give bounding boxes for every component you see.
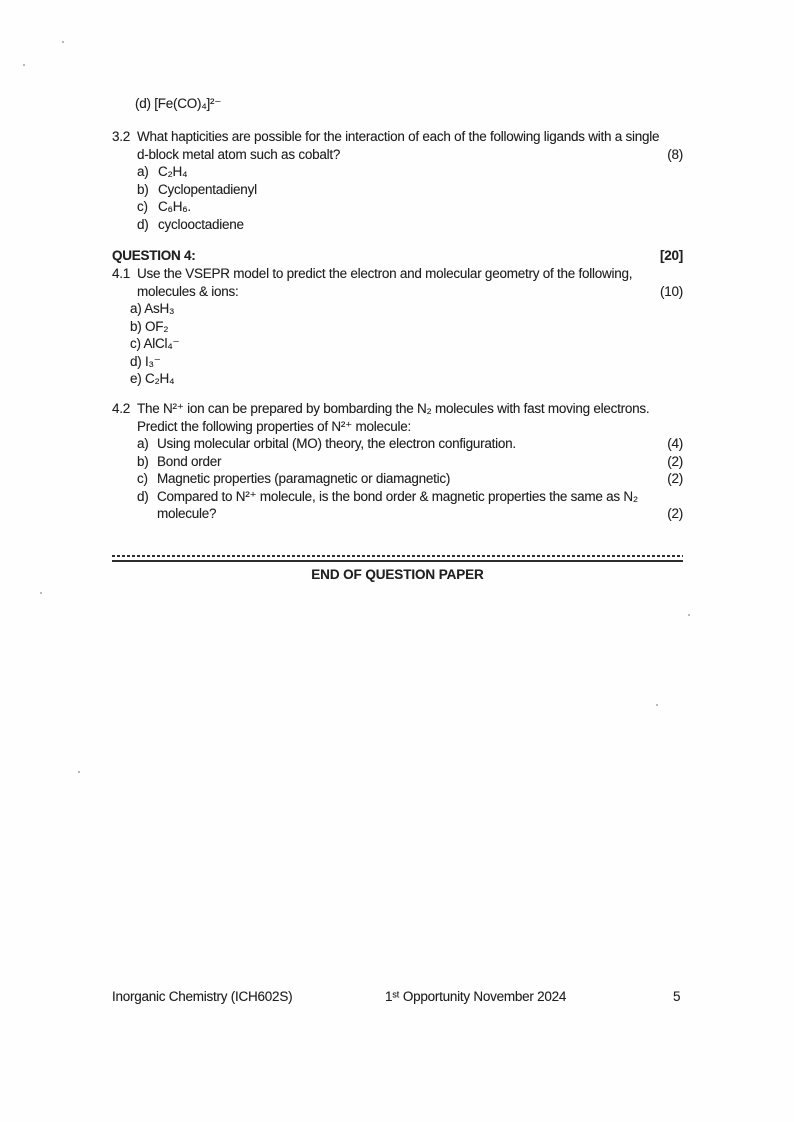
item-text: a) Using molecular orbital (MO) theory, the electron configuration. [137, 436, 516, 451]
list-item: c) AlCl₄⁻ [130, 336, 180, 351]
marks-badge: (2) [667, 453, 683, 469]
list-item-continuation [157, 505, 683, 523]
list-item: d) I₃⁻ [130, 353, 161, 369]
item-text: molecule? [157, 506, 217, 521]
item-text: cyclooctadiene [158, 216, 244, 232]
item-letter: d) [137, 216, 149, 232]
question-3-2-line2 [137, 146, 683, 164]
item-letter: d) [137, 488, 149, 504]
end-of-paper-label: END OF QUESTION PAPER [311, 567, 484, 582]
list-item [137, 470, 683, 488]
item-text: c) Magnetic properties (paramagnetic or diamagnetic) [137, 471, 451, 486]
question-text: Use the VSEPR model to predict the electron and molecular geometry of the following, [137, 266, 633, 281]
item-letter: a) [137, 164, 149, 179]
item-text: C₆H₆. [158, 199, 191, 214]
list-item: b) OF₂ [130, 318, 169, 334]
question-4-2 [112, 400, 683, 523]
question-text: d-block metal atom such as cobalt? [137, 146, 341, 162]
question-3-2 [112, 128, 683, 233]
marks-badge: (2) [667, 471, 683, 486]
list-item [137, 216, 683, 234]
item-text: C₂H₄ [158, 164, 188, 179]
question-4-1-line2 [137, 283, 683, 301]
question-3-2-line1 [112, 128, 683, 146]
question-number: 3.2 [112, 129, 131, 144]
total-marks-badge: [20] [659, 248, 683, 263]
list-item: e) C₂H₄ [130, 371, 175, 386]
list-item [137, 453, 683, 471]
chemical-formula: (d) [Fe(CO)₄]²⁻ [135, 96, 222, 111]
item-text: Cyclopentadienyl [158, 181, 257, 197]
item-letter: c) [137, 199, 148, 214]
list-item [137, 435, 683, 453]
question-4-heading [112, 247, 683, 265]
list-item [137, 181, 683, 199]
question-text: The N²⁺ ion can be prepared by bombarding the N₂ molecules with fast moving electrons. [137, 401, 650, 416]
marks-badge: (10) [659, 283, 683, 299]
scan-speck [62, 41, 64, 43]
footer-course: Inorganic Chemistry (ICH602S) [112, 989, 293, 1004]
dashed-divider [112, 555, 683, 557]
list-item [137, 488, 683, 506]
question-number: 4.2 [112, 401, 131, 416]
question-4-2-line2: Predict the following properties of N²⁺ molecule: [137, 418, 412, 434]
question-number: 4.1 [112, 266, 131, 281]
scan-speck [656, 704, 658, 706]
item-text: b) Bond order [137, 453, 222, 469]
list-item: a) AsH₃ [130, 301, 175, 316]
question-text: What hapticities are possible for the interaction of each of the following ligands with a single [137, 129, 660, 144]
footer-session: 1ˢᵗ Opportunity November 2024 [385, 989, 567, 1004]
scan-speck [78, 771, 80, 773]
marks-badge: (8) [667, 146, 683, 162]
question-4-1 [112, 265, 683, 388]
scan-speck [40, 592, 42, 594]
item-letter: a) [137, 436, 149, 451]
solid-divider [112, 560, 683, 562]
footer-page-number: 5 [673, 989, 681, 1004]
question-4-1-line1 [112, 265, 683, 283]
marks-badge: (2) [667, 506, 683, 521]
item-letter: b) [137, 453, 149, 469]
marks-badge: (4) [667, 436, 683, 451]
scan-speck [23, 64, 25, 66]
item-letter: b) [137, 181, 149, 197]
item-letter: c) [137, 471, 148, 486]
list-item [137, 163, 683, 181]
question-heading: QUESTION 4: [112, 248, 196, 263]
scan-speck [688, 614, 690, 616]
item-text: Compared to N²⁺ molecule, is the bond order & magnetic properties the same as N₂ [157, 488, 638, 504]
page-footer [112, 989, 683, 1005]
question-4-2-line1 [112, 400, 683, 418]
question-text: molecules & ions: [137, 283, 239, 299]
list-item [137, 198, 683, 216]
question-3-1-item-d [112, 95, 683, 113]
